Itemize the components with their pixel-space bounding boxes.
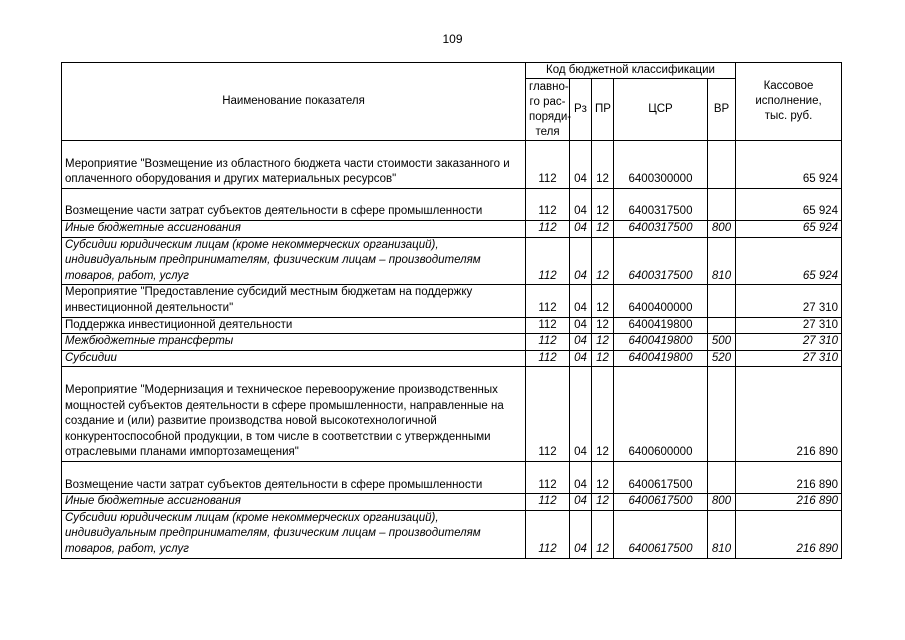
table-row — [62, 350, 842, 367]
table-row — [62, 367, 842, 462]
table-row — [62, 285, 842, 317]
budget-table — [61, 62, 842, 559]
table-row — [62, 494, 842, 511]
header-pr: ПР — [592, 79, 614, 141]
row-pr: 12 — [592, 285, 614, 317]
header-csr: ЦСР — [614, 79, 708, 141]
header-glavny: главно- го рас- поряди- теля — [526, 79, 570, 141]
row-csr: 6400300000 — [614, 141, 708, 189]
row-vr: 800 — [708, 494, 736, 511]
row-rz: 04 — [570, 188, 592, 220]
table-row — [62, 220, 842, 237]
row-csr: 6400317500 — [614, 237, 708, 285]
table-row — [62, 237, 842, 285]
row-glavny: 112 — [526, 494, 570, 511]
row-csr: 6400617500 — [614, 461, 708, 493]
row-vr — [708, 367, 736, 462]
row-sum: 65 924 — [736, 237, 842, 285]
header-rz: Рз — [570, 79, 592, 141]
row-rz: 04 — [570, 220, 592, 237]
row-rz: 04 — [570, 141, 592, 189]
row-name: Мероприятие "Модернизация и техническое перевооружение производственных мощностей субъектов деятельности в сфере промышленности, направленные на создание и (или) развитие производства новой высокотехнологичной конкурентоспособной продукции, в том числе в соответствии с утвержденными отраслевыми планами импортозамещения" — [62, 367, 526, 462]
row-csr: 6400317500 — [614, 220, 708, 237]
row-glavny: 112 — [526, 367, 570, 462]
row-rz: 04 — [570, 317, 592, 334]
row-name: Поддержка инвестиционной деятельности — [62, 317, 526, 334]
row-glavny: 112 — [526, 350, 570, 367]
table-row — [62, 188, 842, 220]
header-sum: Кассовое исполнение, тыс. руб. — [736, 63, 842, 141]
row-pr: 12 — [592, 220, 614, 237]
row-rz: 04 — [570, 237, 592, 285]
row-vr: 810 — [708, 237, 736, 285]
row-glavny: 112 — [526, 188, 570, 220]
row-rz: 04 — [570, 367, 592, 462]
row-rz: 04 — [570, 350, 592, 367]
row-pr: 12 — [592, 141, 614, 189]
row-glavny: 112 — [526, 141, 570, 189]
row-pr: 12 — [592, 367, 614, 462]
row-vr — [708, 461, 736, 493]
row-sum: 216 890 — [736, 367, 842, 462]
table-row — [62, 141, 842, 189]
row-vr: 800 — [708, 220, 736, 237]
row-vr — [708, 188, 736, 220]
row-glavny: 112 — [526, 285, 570, 317]
row-sum: 27 310 — [736, 350, 842, 367]
row-vr — [708, 285, 736, 317]
row-sum: 27 310 — [736, 317, 842, 334]
row-csr: 6400617500 — [614, 510, 708, 558]
page-number: 109 — [442, 32, 463, 46]
row-pr: 12 — [592, 510, 614, 558]
row-csr: 6400400000 — [614, 285, 708, 317]
row-name: Возмещение части затрат субъектов деятельности в сфере промышленности — [62, 461, 526, 493]
row-glavny: 112 — [526, 237, 570, 285]
row-sum: 216 890 — [736, 510, 842, 558]
row-glavny: 112 — [526, 334, 570, 351]
row-glavny: 112 — [526, 317, 570, 334]
row-rz: 04 — [570, 334, 592, 351]
row-sum: 65 924 — [736, 188, 842, 220]
row-csr: 6400419800 — [614, 350, 708, 367]
table-body — [62, 141, 842, 559]
row-pr: 12 — [592, 461, 614, 493]
row-vr — [708, 141, 736, 189]
row-name: Субсидии — [62, 350, 526, 367]
row-rz: 04 — [570, 285, 592, 317]
row-vr — [708, 317, 736, 334]
header-code-group: Код бюджетной классификации — [526, 63, 736, 79]
row-pr: 12 — [592, 188, 614, 220]
row-sum: 27 310 — [736, 334, 842, 351]
row-name: Иные бюджетные ассигнования — [62, 220, 526, 237]
row-name: Межбюджетные трансферты — [62, 334, 526, 351]
row-csr: 6400600000 — [614, 367, 708, 462]
row-sum: 216 890 — [736, 494, 842, 511]
row-pr: 12 — [592, 237, 614, 285]
row-vr: 500 — [708, 334, 736, 351]
table-row — [62, 334, 842, 351]
header-vr: ВР — [708, 79, 736, 141]
row-csr: 6400419800 — [614, 334, 708, 351]
row-rz: 04 — [570, 461, 592, 493]
row-glavny: 112 — [526, 510, 570, 558]
row-csr: 6400317500 — [614, 188, 708, 220]
row-name: Субсидии юридическим лицам (кроме некоммерческих организаций), индивидуальным предпринимателям, физическим лицам – производителям товаров, работ, услуг — [62, 510, 526, 558]
row-sum: 65 924 — [736, 220, 842, 237]
row-sum: 216 890 — [736, 461, 842, 493]
row-sum: 65 924 — [736, 141, 842, 189]
row-name: Субсидии юридическим лицам (кроме некоммерческих организаций), индивидуальным предпринимателям, физическим лицам – производителям товаров, работ, услуг — [62, 237, 526, 285]
table-row — [62, 461, 842, 493]
row-name: Мероприятие "Возмещение из областного бюджета части стоимости заказанного и оплаченного оборудования и других материальных ресурсов" — [62, 141, 526, 189]
table-row — [62, 510, 842, 558]
row-pr: 12 — [592, 317, 614, 334]
row-name: Мероприятие "Предоставление субсидий местным бюджетам на поддержку инвестиционной деятельности" — [62, 285, 526, 317]
row-glavny: 112 — [526, 461, 570, 493]
row-name: Возмещение части затрат субъектов деятельности в сфере промышленности — [62, 188, 526, 220]
row-vr: 810 — [708, 510, 736, 558]
row-pr: 12 — [592, 494, 614, 511]
row-rz: 04 — [570, 494, 592, 511]
row-sum: 27 310 — [736, 285, 842, 317]
table-header — [62, 63, 842, 141]
row-csr: 6400419800 — [614, 317, 708, 334]
header-name: Наименование показателя — [62, 63, 526, 141]
row-pr: 12 — [592, 350, 614, 367]
row-rz: 04 — [570, 510, 592, 558]
row-glavny: 112 — [526, 220, 570, 237]
row-name: Иные бюджетные ассигнования — [62, 494, 526, 511]
row-vr: 520 — [708, 350, 736, 367]
table-row — [62, 317, 842, 334]
row-pr: 12 — [592, 334, 614, 351]
row-csr: 6400617500 — [614, 494, 708, 511]
